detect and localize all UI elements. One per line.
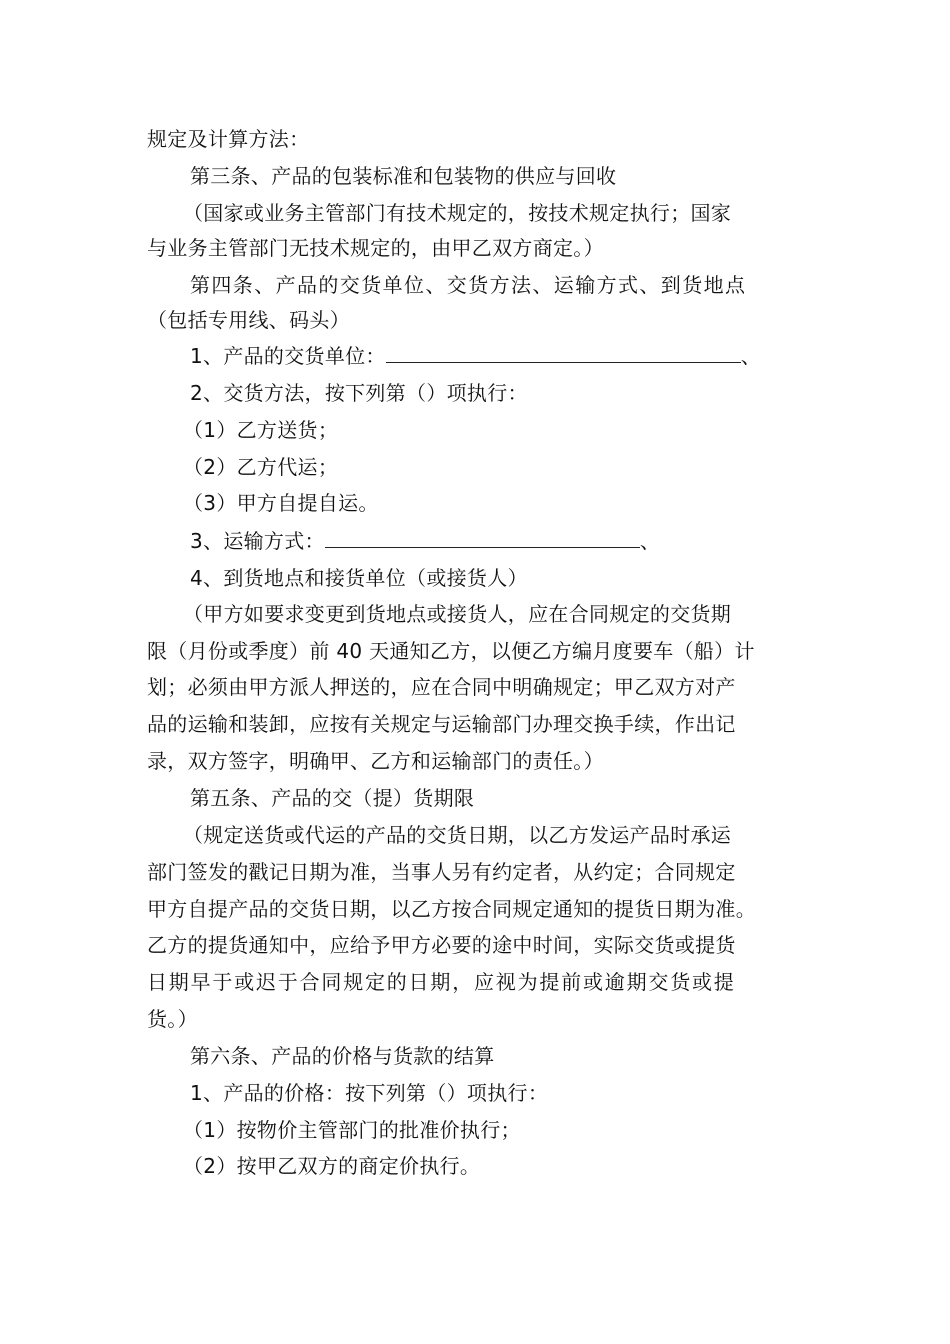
text-span: 品的运输和装卸，应按有关规定与运输部门办理交换手续，作出记	[147, 712, 736, 736]
text-line	[147, 897, 756, 921]
text-line	[147, 933, 736, 957]
text-span: 限（月份或季度）前 40 天通知乙方，以便乙方编月度要车（船）计	[147, 639, 755, 663]
list-item	[183, 491, 379, 515]
text-span: 4、到货地点和接货单位（或接货人）	[190, 566, 528, 590]
text-line	[190, 566, 528, 590]
text-span: 第四条、产品的交货单位、交货方法、运输方式、到货地点	[190, 273, 747, 297]
text-line	[147, 236, 604, 260]
text-span: （甲方如要求变更到货地点或接货人，应在合同规定的交货期	[183, 602, 732, 626]
text-span: 第六条、产品的价格与货款的结算	[190, 1044, 495, 1068]
fill-in-blank	[386, 344, 741, 363]
text-span: 第三条、产品的包装标准和包装物的供应与回收	[190, 164, 617, 188]
list-item	[183, 1154, 480, 1178]
list-item	[183, 1118, 521, 1142]
text-line	[147, 1007, 198, 1031]
article-heading	[190, 164, 616, 188]
text-line	[183, 823, 731, 847]
article-heading	[190, 1044, 495, 1068]
text-span: 乙方的提货通知中，应给予甲方必要的途中时间，实际交货或提货	[147, 933, 736, 957]
text-span: （2）按甲乙双方的商定价执行。	[183, 1154, 481, 1178]
text-span: （1）乙方送货；	[183, 418, 339, 442]
text-span: 划；必须由甲方派人押送的，应在合同中明确规定；甲乙双方对产	[147, 675, 736, 699]
text-span: （国家或业务主管部门有技术规定的，按技术规定执行；国家	[183, 201, 732, 225]
text-line	[190, 381, 528, 405]
text-span: 部门签发的戳记日期为准，当事人另有约定者，从约定；合同规定	[147, 860, 736, 884]
text-span: 与业务主管部门无技术规定的，由甲乙双方商定。）	[147, 236, 604, 260]
text-span: （规定送货或代运的产品的交货日期，以乙方发运产品时承运	[183, 823, 732, 847]
text-line	[147, 127, 309, 151]
text-span: 录，双方签字，明确甲、乙方和运输部门的责任。）	[147, 749, 604, 773]
text-line	[183, 201, 731, 225]
text-span: 1、产品的交货单位：	[190, 344, 386, 368]
text-line	[147, 712, 736, 736]
text-line	[147, 639, 755, 663]
text-span: 货。）	[147, 1007, 198, 1031]
article-heading	[190, 786, 474, 810]
text-span: （1）按物价主管部门的批准价执行；	[183, 1118, 521, 1142]
article-heading	[190, 273, 746, 297]
text-line	[147, 860, 736, 884]
text-line	[190, 1081, 548, 1105]
text-line	[190, 344, 761, 368]
fill-in-blank	[325, 529, 640, 548]
text-line	[147, 970, 736, 994]
text-line	[183, 602, 731, 626]
text-line	[147, 675, 736, 699]
text-span: 第五条、产品的交（提）货期限	[190, 786, 475, 810]
text-line	[190, 529, 660, 553]
text-span: 3、运输方式：	[190, 529, 325, 553]
text-span: 1、产品的价格：按下列第（）项执行：	[190, 1081, 549, 1105]
text-line	[147, 308, 350, 332]
text-span: 甲方自提产品的交货日期，以乙方按合同规定通知的提货日期为准。	[147, 897, 756, 921]
text-span: 、	[639, 529, 661, 553]
list-item	[183, 455, 338, 479]
text-span: 规定及计算方法：	[147, 127, 310, 151]
text-span: 2、交货方法，按下列第（）项执行：	[190, 381, 528, 405]
list-item	[183, 418, 338, 442]
text-span: （包括专用线、码头）	[147, 308, 350, 332]
text-span: 日期早于或迟于合同规定的日期，应视为提前或逾期交货或提	[147, 970, 736, 994]
text-span: （2）乙方代运；	[183, 455, 339, 479]
text-line	[147, 749, 604, 773]
text-span: 、	[740, 344, 762, 368]
text-span: （3）甲方自提自运。	[183, 491, 379, 515]
